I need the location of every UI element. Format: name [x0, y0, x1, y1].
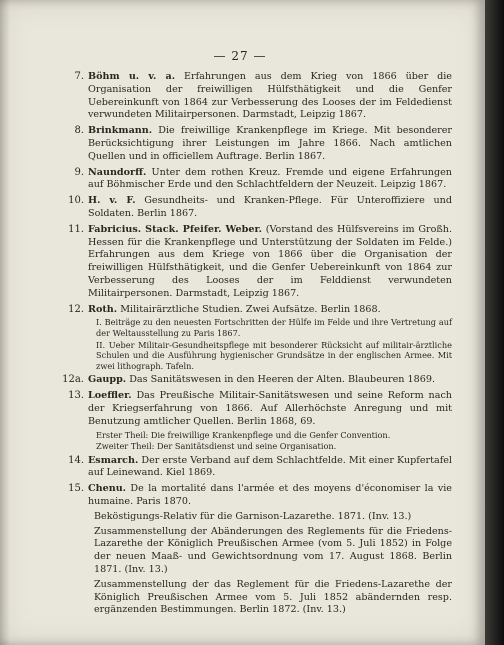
sub-entry: Beköstigungs-Relativ für die Garnison-Lazarethe. 1871. (Inv. 13.) — [94, 510, 412, 522]
entry-note: Erster Theil: Die freiwillige Krankenpflege und die Genfer Convention. — [96, 429, 391, 440]
list-item — [58, 304, 452, 372]
sub-entry: Zusammenstellung der das Reglement für die Friedens-Lazarethe der Königlich Preußischen Armee vom 5. Juli 1852 abändernden resp. ergänzenden Bestimmungen. Berlin 1872. (Inv. 13.) — [94, 578, 452, 616]
page-gutter-shadow — [0, 0, 10, 645]
bibliography-list — [58, 71, 452, 620]
entry-author: Fabricius. Stack. Pfeifer. Weber. — [88, 223, 262, 235]
list-item — [58, 71, 452, 122]
entry-text: Die freiwillige Krankenpflege im Kriege. Mit besonderer Berücksichtigung ihrer Leistungen im Jahre 1866. Nach amtlichen Quellen und in officiellem Auftrage. Berlin 1867. — [88, 125, 452, 162]
list-item — [58, 167, 452, 193]
list-item — [58, 195, 452, 221]
entry-number: 7. — [74, 71, 84, 82]
entry-note: I. Beiträge zu den neuesten Fortschritten der Hülfe im Felde und ihre Vertretung auf der Weltausstellung zu Paris 1867. — [96, 317, 452, 338]
list-item — [58, 125, 452, 163]
entry-author: Roth. — [88, 303, 118, 315]
list-item — [58, 455, 452, 481]
page-edge — [485, 0, 504, 645]
entry-number: 15. — [68, 483, 84, 495]
entry-author: Naundorff. — [88, 166, 147, 178]
entry-number: 8. — [74, 125, 84, 137]
entry-number: 12a. — [62, 374, 84, 386]
entry-text: Das Preußische Militair-Sanitätswesen und seine Reform nach der Kriegserfahrung von 1866. Auf Allerhöchste Anregung und mit Benutzung amtlicher Quellen. Berlin 1868, 69. — [88, 390, 452, 427]
entry-number: 10. — [68, 195, 84, 207]
entry-note: II. Ueber Militair-Gesundheitspflege mit besonderer Rücksicht auf militair-ärztliche Schulen und die Ausführung hygienischer Grundsätze in der englischen Armee. Mit zwei lithograph. Tafeln. — [96, 339, 452, 371]
list-item — [58, 374, 452, 387]
entry-number: 11. — [68, 223, 84, 235]
entry-text: Erfahrungen aus dem Krieg von 1866 über die Organisation der freiwilligen Hülfsthätigkeit und die Genfer Uebereinkunft von 1864 zur Verbesserung des Looses der im Feldedienst verwundeten Militairpersonen. Darmstadt, Leipzig 1867. — [88, 71, 452, 121]
entry-note: Zweiter Theil: Der Sanitätsdienst und seine Organisation. — [96, 441, 337, 452]
entry-author: Böhm u. v. a. — [88, 71, 176, 82]
page-number: — 27 — — [213, 49, 267, 63]
entry-text: Militairärztliche Studien. Zwei Aufsätze. Berlin 1868. — [120, 303, 381, 315]
entry-text: Unter dem rothen Kreuz. Fremde und eigene Erfahrungen auf Böhmischer Erde und den Schlachtfeldern der Neuzeit. Leipzig 1867. — [88, 166, 452, 191]
entry-number: 9. — [74, 166, 84, 178]
entry-text: Gesundheits- und Kranken-Pflege. Für Unteroffiziere und Soldaten. Berlin 1867. — [88, 195, 452, 219]
entry-author: Brinkmann. — [88, 125, 153, 137]
list-item — [58, 483, 452, 617]
entry-number: 12. — [68, 303, 84, 315]
list-item — [58, 390, 452, 452]
entry-author: Esmarch. — [88, 454, 139, 466]
entry-author: Chenu. — [88, 483, 127, 495]
list-item — [58, 224, 452, 301]
entry-text: De la mortalité dans l'armée et des moyens d'économiser la vie humaine. Paris 1870. — [88, 483, 452, 508]
entry-number: 13. — [68, 390, 84, 402]
sub-entry: Zusammenstellung der Abänderungen des Reglements für die Friedens-Lazarethe der Königlich Preußischen Armee (vom 5. Juli 1852) in Folge der neuen Maaß- und Gewichtsordnung vom 17. August 1868. Berlin 1871. (Inv. 13.) — [94, 525, 452, 576]
entry-text: Der erste Verband auf dem Schlachtfelde. Mit einer Kupfertafel auf Leinewand. Kiel 1869. — [88, 454, 452, 479]
entry-text: Das Sanitätswesen in den Heeren der Alten. Blaubeuren 1869. — [129, 374, 436, 386]
entry-text: (Vorstand des Hülfsvereins im Großh. Hessen für die Krankenpflege und Unterstützung der Soldaten im Felde.) Erfahrungen aus dem Kriege von 1866 über die Organisation der freiwilligen Hülfsthätigkeit, und die Genfer Uebereinkunft von 1864 zur Verbesserung des Looses der im Felddienst verwundeten Militairpersonen. Darmstadt, Leipzig 1867. — [88, 223, 452, 299]
entry-author: Loeffler. — [88, 390, 132, 402]
entry-author: H. v. F. — [88, 195, 136, 207]
entry-author: Gaupp. — [88, 374, 127, 386]
entry-number: 14. — [68, 454, 84, 466]
